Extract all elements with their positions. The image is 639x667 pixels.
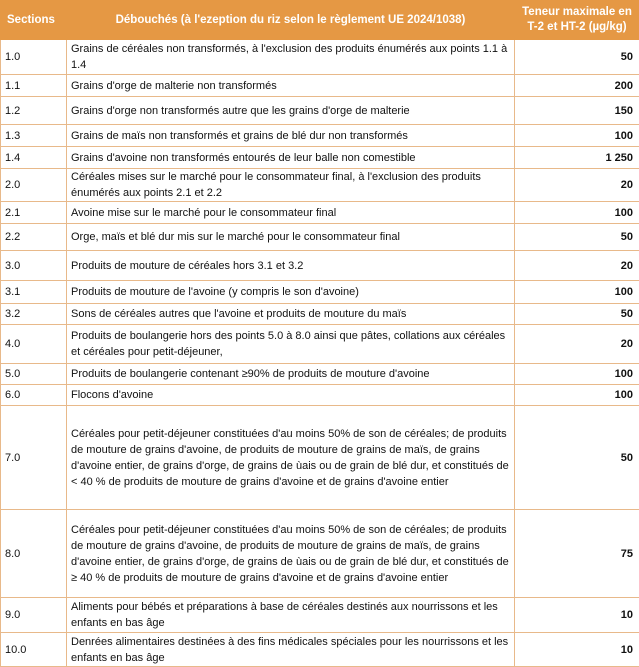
row-description: Avoine mise sur le marché pour le consommateur final (67, 202, 515, 224)
row-value: 10 (515, 598, 639, 633)
header-debouches: Débouchés (à l'ezeption du riz selon le règlement UE 2024/1038) (67, 1, 515, 40)
row-section: 1.0 (1, 40, 67, 75)
row-value: 100 (515, 202, 639, 224)
row-value: 200 (515, 75, 639, 97)
row-value: 20 (515, 325, 639, 364)
row-description: Flocons d'avoine (67, 385, 515, 406)
row-value: 75 (515, 510, 639, 598)
table-row (1, 598, 639, 633)
header-teneur-line1: Teneur maximale en (522, 6, 632, 18)
table-row (1, 364, 639, 385)
row-section: 1.1 (1, 75, 67, 97)
table-row (1, 325, 639, 364)
row-section: 9.0 (1, 598, 67, 633)
table-row (1, 125, 639, 147)
row-value: 50 (515, 406, 639, 510)
row-section: 7.0 (1, 406, 67, 510)
row-description: Produits de mouture de céréales hors 3.1 et 3.2 (67, 251, 515, 281)
row-section: 1.2 (1, 97, 67, 125)
row-description: Produits de boulangerie hors des points 5.0 à 8.0 ainsi que pâtes, collations aux céréales et céréales pour petit-déjeuner, (67, 325, 515, 364)
row-section: 2.1 (1, 202, 67, 224)
row-value: 10 (515, 633, 639, 667)
row-section: 2.2 (1, 224, 67, 251)
row-section: 4.0 (1, 325, 67, 364)
table-row (1, 169, 639, 202)
row-value: 1 250 (515, 147, 639, 169)
table-row (1, 633, 639, 667)
row-section: 3.2 (1, 304, 67, 325)
row-section: 10.0 (1, 633, 67, 667)
row-description: Grains d'avoine non transformés entourés de leur balle non comestible (67, 147, 515, 169)
row-description: Denrées alimentaires destinées à des fins médicales spéciales pour les nourrissons et les enfants en bas âge (67, 633, 515, 667)
row-value: 100 (515, 281, 639, 304)
table-row (1, 510, 639, 598)
table-row (1, 224, 639, 251)
row-value: 20 (515, 169, 639, 202)
row-description: Orge, maïs et blé dur mis sur le marché pour le consommateur final (67, 224, 515, 251)
table-row (1, 281, 639, 304)
row-section: 3.0 (1, 251, 67, 281)
table-row (1, 97, 639, 125)
row-section: 1.3 (1, 125, 67, 147)
table-row (1, 304, 639, 325)
row-description: Grains d'orge non transformés autre que les grains d'orge de malterie (67, 97, 515, 125)
header-row (1, 1, 639, 40)
row-value: 100 (515, 385, 639, 406)
table-row (1, 202, 639, 224)
row-section: 2.0 (1, 169, 67, 202)
table-row (1, 406, 639, 510)
row-description: Céréales pour petit-déjeuner constituées d'au moins 50% de son de céréales; de produits de mouture de grains d'avoine, de produits de mouture de grains de maïs, de grains d'avoine entier, de grains d'orge, de grains de ùais ou de grain de blé dur, et constitués de ≥ 40 % de produits de mouture de grains d'avoine et de grains d'avoine entier (67, 510, 515, 598)
row-description: Céréales pour petit-déjeuner constituées d'au moins 50% de son de céréales; de produits de mouture de grains d'avoine, de produits de mouture de grains de maïs, de grains d'avoine entier, de grains d'orge, de grains de ùais ou de grain de blé dur, et constitués de < 40 % de produits de mouture de grains d'avoine et de grains d'avoine entier (67, 406, 515, 510)
table-row (1, 147, 639, 169)
table-row (1, 385, 639, 406)
row-value: 50 (515, 304, 639, 325)
row-section: 5.0 (1, 364, 67, 385)
row-description: Grains de maïs non transformés et grains de blé dur non transformés (67, 125, 515, 147)
row-section: 6.0 (1, 385, 67, 406)
row-section: 1.4 (1, 147, 67, 169)
row-description: Aliments pour bébés et préparations à base de céréales destinés aux nourrissons et les enfants en bas âge (67, 598, 515, 633)
row-description: Produits de mouture de l'avoine (y compris le son d'avoine) (67, 281, 515, 304)
row-value: 50 (515, 40, 639, 75)
row-section: 8.0 (1, 510, 67, 598)
table-row (1, 251, 639, 281)
row-description: Sons de céréales autres que l'avoine et produits de mouture du maïs (67, 304, 515, 325)
row-value: 20 (515, 251, 639, 281)
row-description: Produits de boulangerie contenant ≥90% de produits de mouture d'avoine (67, 364, 515, 385)
row-value: 50 (515, 224, 639, 251)
table-row (1, 40, 639, 75)
row-description: Grains d'orge de malterie non transformés (67, 75, 515, 97)
header-teneur-line2: T-2 et HT-2 (µg/kg) (527, 21, 626, 33)
header-sections: Sections (1, 1, 67, 40)
row-description: Céréales mises sur le marché pour le consommateur final, à l'exclusion des produits énumérés aux points 2.1 et 2.2 (67, 169, 515, 202)
header-teneur (515, 1, 639, 40)
row-section: 3.1 (1, 281, 67, 304)
row-description: Grains de céréales non transformés, à l'exclusion des produits énumérés aux points 1.1 à 1.4 (67, 40, 515, 75)
row-value: 100 (515, 364, 639, 385)
row-value: 100 (515, 125, 639, 147)
table-row (1, 75, 639, 97)
row-value: 150 (515, 97, 639, 125)
